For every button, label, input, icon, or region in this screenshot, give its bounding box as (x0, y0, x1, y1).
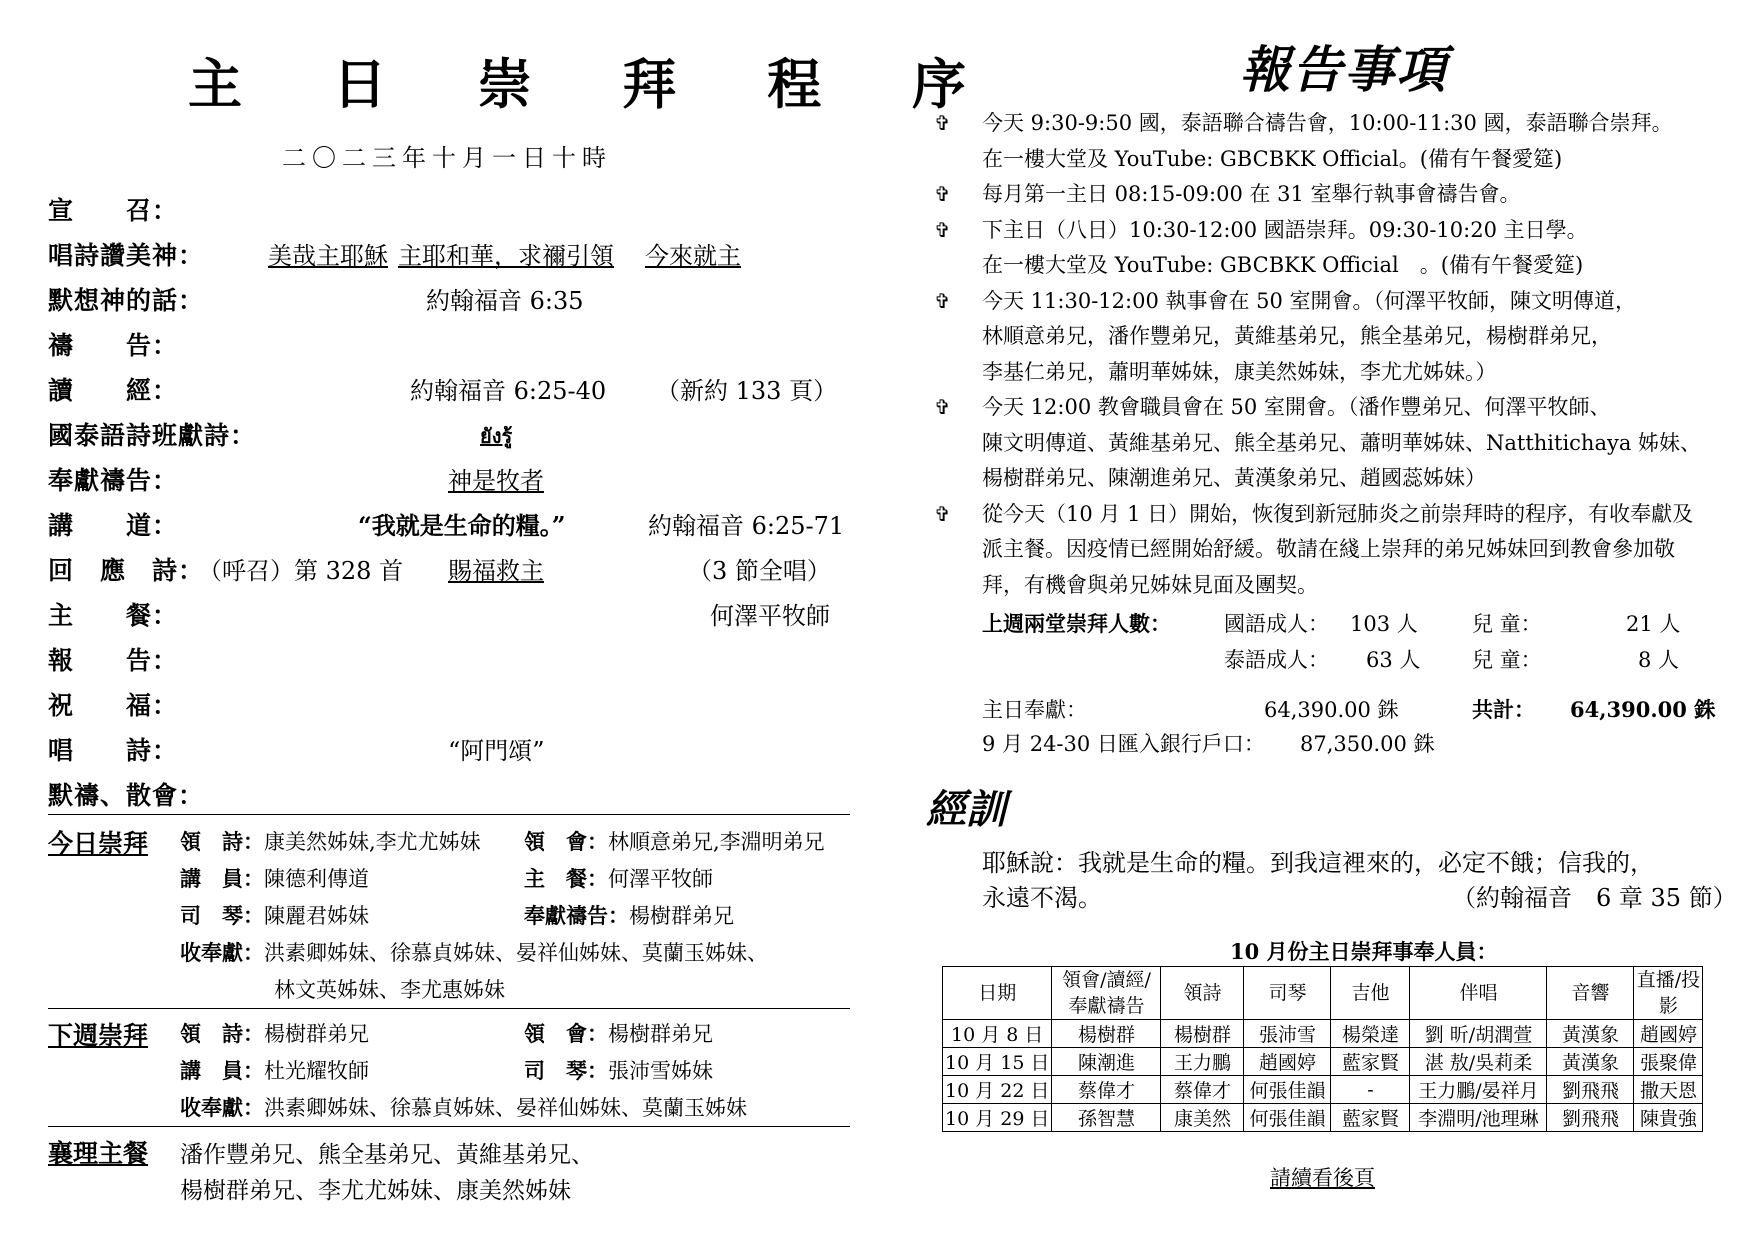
announcement-text: 在一樓大堂及 YouTube: GBCBKK Official。(備有午餐愛筵) (982, 146, 1563, 171)
announcement-text: 陳文明傳道、黃維基弟兄、熊全基弟兄、蕭明華姊妹、Natthitichaya 姊妹、 (982, 430, 1702, 455)
mandarin-adult-count: 103 人 (1350, 612, 1418, 636)
item-label: 唱詩讚美神： (48, 241, 205, 270)
roster-header-cell: 吉他 (1331, 967, 1410, 1020)
roster-cell: 康美然 (1161, 1104, 1244, 1132)
item-label: 奉獻禱告： (48, 466, 179, 495)
roster-cell: 趙國婷 (1634, 1020, 1703, 1048)
roster-cell: - (1331, 1076, 1410, 1104)
child-label-1: 兒 童： (1472, 612, 1542, 636)
meal-help-line2: 楊樹群弟兄、李尤尤姊妹、康美然姊妹 (180, 1178, 571, 1204)
roster-cell: 撒天恩 (1634, 1076, 1703, 1104)
item-label: 主 餐： (48, 601, 179, 630)
roster-cell: 劉飛飛 (1547, 1076, 1634, 1104)
roster-header-cell: 司琴 (1244, 967, 1331, 1020)
announcement-text: 今天 9:30-9:50 國，泰語聯合禱告會，10:00-11:30 國，泰語聯合崇拜。 (982, 111, 1673, 135)
child-count-2: 8 人 (1638, 648, 1680, 672)
announcement-text: 每月第一主日 08:15-09:00 在 31 室舉行執事會禱告會。 (982, 182, 1521, 206)
roster-cell: 陳貴強 (1634, 1104, 1703, 1132)
roster-cell: 孫智慧 (1052, 1104, 1161, 1132)
closing-hymn: “阿門頌” (448, 737, 545, 765)
table-row (943, 1076, 1703, 1104)
roster-cell: 張沛雪 (1244, 1020, 1331, 1048)
roster-cell: 10 月 29 日 (943, 1104, 1052, 1132)
verse-line-1: 耶穌說：我就是生命的糧。到我這裡來的，必定不餓；信我的， (982, 849, 1654, 877)
reading-page: （新約 133 頁） (656, 377, 838, 405)
item-label: 默想神的話： (48, 286, 205, 315)
verse-reference: （約翰福音 6 章 35 節） (1452, 884, 1737, 912)
roster-cell: 楊榮達 (1331, 1020, 1410, 1048)
roster-header-cell: 領會/讀經/奉獻禱告 (1052, 967, 1161, 1020)
announcement-text: 下主日（八日）10:30-12:00 國語崇拜。09:30-10:20 主日學。 (982, 217, 1588, 242)
total-label: 共計： (1472, 697, 1535, 722)
cross-icon: ✞ (934, 217, 951, 242)
roster-cell: 王力鵬 (1161, 1048, 1244, 1076)
item-label: 唱 詩： (48, 736, 179, 765)
announcement-text: 今天 11:30-12:00 執事會在 50 室開會。（何澤平牧師，陳文明傳道， (982, 288, 1637, 313)
hymn-3: 今來就主 (645, 242, 741, 270)
next-piano: 司 琴：張沛雪姊妹 (524, 1058, 713, 1083)
roster-cell: 趙國婷 (1244, 1048, 1331, 1076)
announcement-text: 楊樹群弟兄、陳潮進弟兄、黃漢象弟兄、趙國蕊姊妹） (982, 466, 1486, 490)
roster-cell: 藍家賢 (1331, 1104, 1410, 1132)
offering-label: 主日奉獻： (982, 698, 1087, 722)
announcement-text: 拜，有機會與弟兄姊妹見面及團契。 (982, 572, 1318, 597)
item-label: 祝 福： (48, 691, 179, 720)
roster-header-cell: 日期 (943, 967, 1052, 1020)
attendance-label: 上週兩堂崇拜人數： (982, 611, 1171, 636)
continue-note: 請續看後頁 (1270, 1166, 1375, 1190)
roster-cell: 湛 敖/吳莉柔 (1410, 1048, 1547, 1076)
verse-title: 經訓 (926, 786, 1006, 833)
roster-header-cell: 領詩 (1161, 967, 1244, 1020)
roster-cell: 楊樹群 (1052, 1020, 1161, 1048)
bank-amount: 87,350.00 銖 (1300, 732, 1435, 756)
announcement-text: 李基仁弟兄，蕭明華姊妹，康美然姊妹，李尤尤姊妹。） (982, 359, 1497, 384)
roster-table (942, 966, 1703, 1132)
roster-cell: 10 月 8 日 (943, 1020, 1052, 1048)
roster-body (943, 1020, 1703, 1132)
roster-cell: 蔡偉才 (1161, 1076, 1244, 1104)
meal-help-line1: 潘作豐弟兄、熊全基弟兄、黃維基弟兄、 (180, 1142, 594, 1168)
roster-cell: 10 月 22 日 (943, 1076, 1052, 1104)
cross-icon: ✞ (934, 288, 951, 313)
cross-icon: ✞ (934, 395, 951, 419)
today-offering-cont: 林文英姊妹、李尤惠姊妹 (274, 978, 505, 1002)
announcements-title: 報告事項 (1240, 41, 1448, 99)
item-label: 讀 經： (48, 376, 179, 405)
response-hymn: 賜福救主 (448, 557, 544, 585)
roster-cell: 張聚偉 (1634, 1048, 1703, 1076)
table-row (943, 1048, 1703, 1076)
hymn-1: 美哉主耶穌 (268, 242, 388, 270)
table-row (943, 1020, 1703, 1048)
roster-header-cell: 伴唱 (1410, 967, 1547, 1020)
roster-title: 10 月份主日崇拜事奉人員： (1230, 939, 1498, 964)
today-piano: 司 琴：陳麗君姊妹 (180, 903, 369, 928)
item-label: 默禱、散會： (48, 781, 205, 810)
today-lead-meeting: 領 會：林順意弟兄,李淵明弟兄 (524, 829, 825, 854)
roster-cell: 楊樹群 (1161, 1020, 1244, 1048)
roster-cell: 黃漢象 (1547, 1048, 1634, 1076)
today-lead-hymn: 領 詩：康美然姊妹,李尤尤姊妹 (180, 829, 481, 854)
roster-header (943, 967, 1703, 1020)
mandarin-adult-label: 國語成人： (1224, 612, 1329, 636)
meal-help-title: 襄理主餐 (48, 1139, 149, 1168)
item-label: 回 應 詩： (48, 556, 205, 585)
thai-adult-label: 泰語成人： (1224, 648, 1329, 672)
announcement-text: 今天 12:00 教會職員會在 50 室開會。（潘作豐弟兄、何澤平牧師、 (982, 395, 1611, 419)
page-title: 主 日 崇 拜 程 序 (188, 52, 1002, 116)
choir-song: ยังรู้ (480, 424, 513, 448)
today-title: 今日崇拜 (48, 829, 149, 858)
today-offering-prayer: 奉獻禱告：楊樹群弟兄 (524, 903, 734, 928)
roster-header-cell: 直播/投影 (1634, 967, 1703, 1020)
response-note: （3 節全唱） (688, 557, 831, 585)
offering-amount: 64,390.00 銖 (1264, 698, 1399, 722)
today-communion: 主 餐：何澤平牧師 (524, 866, 713, 891)
item-label: 國泰語詩班獻詩： (48, 421, 257, 450)
meditation-ref: 約翰福音 6:35 (426, 287, 584, 315)
hymn-2: 主耶和華，求禰引領 (398, 242, 614, 270)
next-speaker: 講 員：杜光耀牧師 (180, 1058, 369, 1083)
sermon-ref: 約翰福音 6:25-71 (648, 512, 845, 540)
roster-cell: 何張佳韻 (1244, 1104, 1331, 1132)
response-number: （呼召）第 328 首 (198, 557, 404, 585)
roster-cell: 何張佳韻 (1244, 1076, 1331, 1104)
thai-adult-count: 63 人 (1366, 648, 1421, 672)
next-title: 下週崇拜 (48, 1021, 149, 1050)
announcement-text: 林順意弟兄，潘作豐弟兄，黃維基弟兄，熊全基弟兄，楊樹群弟兄， (982, 324, 1612, 348)
roster-cell: 黃漢象 (1547, 1020, 1634, 1048)
cross-icon: ✞ (934, 111, 951, 135)
roster-header-cell: 音響 (1547, 967, 1634, 1020)
service-date: 二〇二三年十月一日十時 (282, 144, 612, 172)
child-label-2: 兒 童： (1472, 648, 1542, 672)
next-lead-hymn: 領 詩：楊樹群弟兄 (180, 1021, 369, 1046)
roster-cell: 蔡偉才 (1052, 1076, 1161, 1104)
roster-cell: 10 月 15 日 (943, 1048, 1052, 1076)
roster-cell: 王力鵬/晏祥月 (1410, 1076, 1547, 1104)
item-label: 宣 召： (48, 196, 179, 225)
communion-pastor: 何澤平牧師 (710, 602, 830, 630)
divider (48, 814, 850, 815)
roster-cell: 李淵明/池理琳 (1410, 1104, 1547, 1132)
roster-cell: 劉 昕/胡潤萱 (1410, 1020, 1547, 1048)
next-offering: 收奉獻：洪素卿姊妹、徐慕貞姊妹、晏祥仙姊妹、莫蘭玉姊妹 (180, 1095, 747, 1120)
roster-cell: 劉飛飛 (1547, 1104, 1634, 1132)
reading-ref: 約翰福音 6:25-40 (410, 377, 607, 405)
bank-label: 9 月 24-30 日匯入銀行戶口： (982, 732, 1265, 756)
offering-hymn: 神是牧者 (448, 467, 544, 495)
next-lead-meeting: 領 會：楊樹群弟兄 (524, 1021, 713, 1046)
sermon-title: “我就是生命的糧。” (358, 511, 566, 540)
divider (48, 1008, 850, 1009)
table-row (943, 1104, 1703, 1132)
today-speaker: 講 員：陳德利傳道 (180, 866, 369, 891)
announcement-text: 從今天（10 月 1 日）開始，恢復到新冠肺炎之前崇拜時的程序，有收奉獻及 (982, 501, 1694, 526)
cross-icon: ✞ (934, 501, 951, 526)
cross-icon: ✞ (934, 182, 951, 206)
item-label: 報 告： (48, 646, 179, 675)
child-count-1: 21 人 (1626, 612, 1681, 636)
divider (48, 1126, 850, 1127)
roster-cell: 陳潮進 (1052, 1048, 1161, 1076)
today-offering: 收奉獻：洪素卿姊妹、徐慕貞姊妹、晏祥仙姊妹、莫蘭玉姊妹、 (180, 940, 768, 965)
item-label: 禱 告： (48, 331, 179, 360)
verse-line-2: 永遠不渴。 (982, 884, 1102, 912)
total-amount: 64,390.00 銖 (1570, 697, 1716, 722)
announcement-text: 派主餐。因疫情已經開始舒緩。敬請在綫上崇拜的弟兄姊妹回到教會參加敬 (982, 537, 1675, 561)
item-label: 講 道： (48, 511, 179, 540)
announcement-text: 在一樓大堂及 YouTube: GBCBKK Official 。(備有午餐愛筵) (982, 253, 1584, 277)
roster-cell: 藍家賢 (1331, 1048, 1410, 1076)
